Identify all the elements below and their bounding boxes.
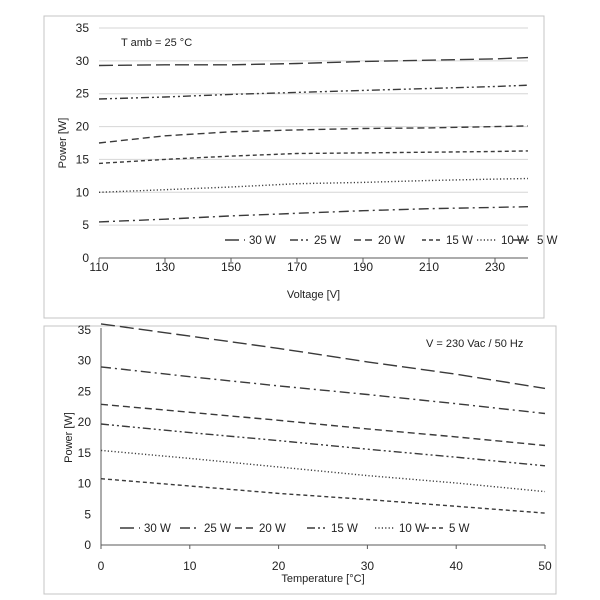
- y-tick-label: 20: [75, 119, 89, 134]
- y-tick-label: 10: [77, 476, 91, 491]
- x-axis-label: Temperature [°C]: [281, 573, 365, 585]
- y-tick-label: 15: [75, 152, 89, 167]
- legend-label: 5 W: [449, 523, 470, 535]
- y-tick-label: 35: [77, 323, 91, 337]
- x-tick-label: 150: [220, 260, 242, 274]
- series-line-20w: [99, 126, 528, 143]
- series-line-20w: [101, 404, 545, 445]
- x-tick-label: 50: [538, 559, 552, 573]
- x-tick-label: 210: [418, 260, 440, 274]
- condition-annotation: T amb = 25 °C: [121, 37, 193, 49]
- series-line-25w: [101, 367, 545, 414]
- legend-label: 15 W: [446, 235, 473, 247]
- series-line-15w: [99, 151, 528, 164]
- x-tick-label: 0: [97, 559, 105, 573]
- x-tick-label: 10: [183, 559, 197, 573]
- y-tick-label: 0: [84, 538, 91, 552]
- x-tick-label: 230: [484, 260, 506, 274]
- x-tick-label: 190: [352, 260, 374, 274]
- y-axis-label: Power [W]: [63, 412, 75, 463]
- y-tick-label: 5: [84, 507, 91, 522]
- y-tick-label: 30: [75, 53, 89, 68]
- legend-label: 20 W: [378, 235, 405, 247]
- x-tick-label: 30: [360, 559, 375, 573]
- y-tick-label: 25: [75, 86, 89, 101]
- condition-annotation: V = 230 Vac / 50 Hz: [426, 338, 524, 350]
- y-tick-label: 35: [75, 21, 89, 35]
- legend: [120, 523, 470, 535]
- legend-label: 10 W: [501, 235, 528, 247]
- series-line-10w: [101, 450, 545, 491]
- legend-label: 20 W: [259, 523, 286, 535]
- y-tick-label: 20: [77, 415, 91, 430]
- legend-label: 5 W: [537, 235, 558, 247]
- series-line-25w: [99, 85, 528, 99]
- legend-label: 10 W: [399, 523, 426, 535]
- series-line-10w: [99, 179, 528, 193]
- x-tick-label: 170: [286, 260, 308, 274]
- chart-2: [44, 323, 556, 594]
- legend-label: 15 W: [331, 523, 358, 535]
- y-tick-label: 0: [82, 251, 89, 265]
- legend: [225, 235, 558, 247]
- legend-label: 25 W: [204, 523, 231, 535]
- series-line-5w: [101, 479, 545, 513]
- x-tick-label: 20: [271, 559, 286, 573]
- series-line-30w: [99, 58, 528, 66]
- series-line-15w: [101, 424, 545, 466]
- x-axis-label: Voltage [V]: [286, 289, 341, 301]
- legend-label: 25 W: [314, 235, 341, 247]
- x-tick-label: 130: [154, 260, 176, 274]
- legend-label: 30 W: [144, 523, 171, 535]
- y-tick-label: 15: [77, 445, 91, 460]
- legend-label: 30 W: [249, 235, 276, 247]
- x-tick-label: 110: [89, 260, 109, 274]
- x-tick-label: 40: [449, 559, 463, 573]
- y-tick-label: 25: [77, 384, 91, 399]
- chart-1: [44, 16, 558, 318]
- series-line-5w: [99, 207, 528, 222]
- y-tick-label: 30: [77, 353, 91, 368]
- series-line-30w: [101, 324, 545, 389]
- y-tick-label: 10: [75, 185, 89, 200]
- y-axis-label: Power [W]: [57, 117, 69, 169]
- y-tick-label: 5: [82, 218, 89, 233]
